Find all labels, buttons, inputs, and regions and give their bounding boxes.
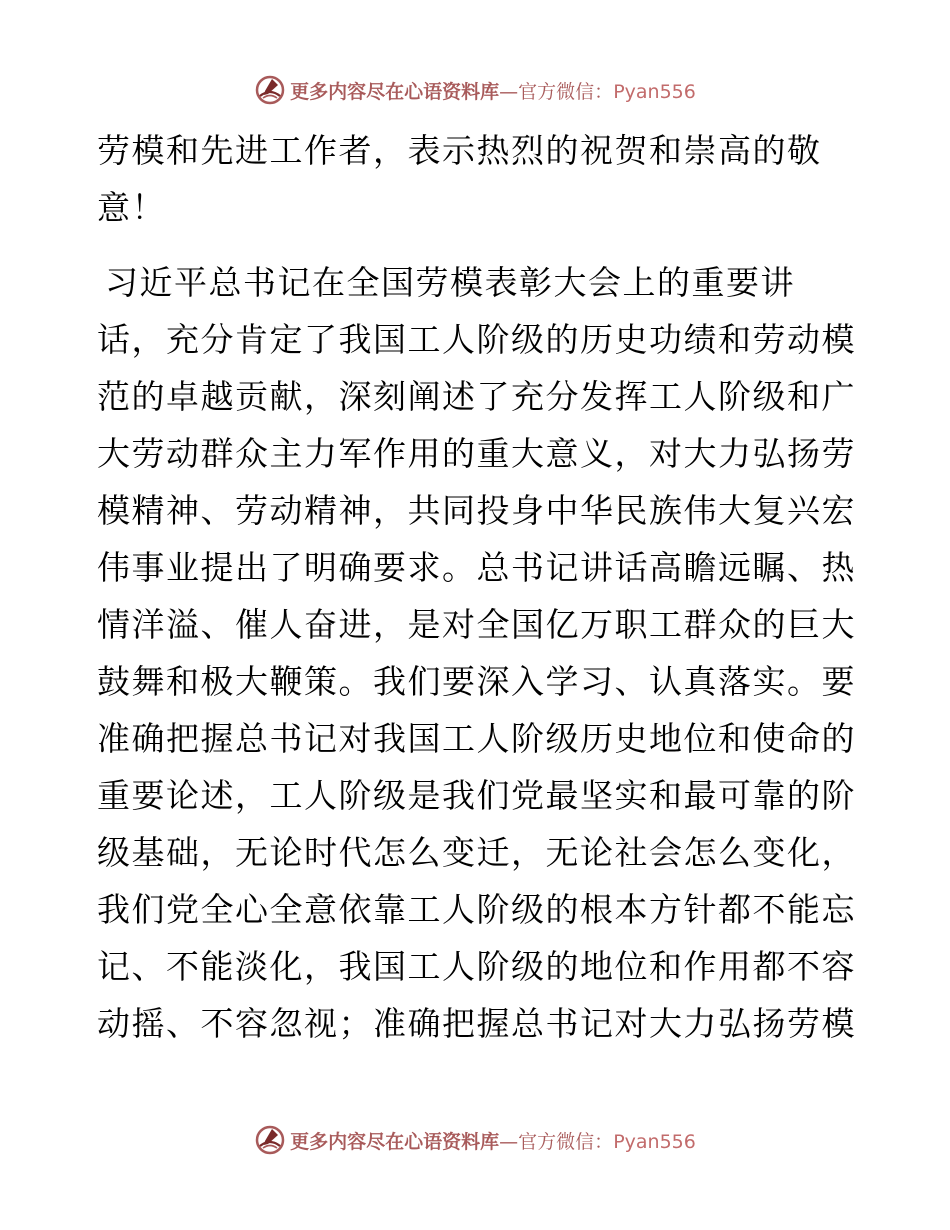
text-line: 范的卓越贡献，深刻阐述了充分发挥工人阶级和广: [97, 377, 856, 416]
header-separator: —: [499, 80, 519, 103]
text-line: 情洋溢、催人奋进，是对全国亿万职工群众的巨大: [97, 605, 856, 644]
footer-banner-text: [290, 1127, 696, 1154]
header-wechat-label: 官方微信：: [518, 80, 614, 103]
footer-separator: —: [499, 1130, 519, 1153]
header-wechat-id: Pyan556: [613, 80, 696, 103]
text-line: 话，充分肯定了我国工人阶级的历史功绩和劳动模: [97, 320, 856, 359]
header-banner-text: [290, 77, 696, 104]
paragraph-gap: [97, 236, 857, 254]
text-line: 级基础，无论时代怎么变迁，无论社会怎么变化，: [97, 833, 856, 872]
book-pen-logo-icon: [254, 74, 286, 106]
footer-banner: [0, 1120, 950, 1160]
footer-site-name: 更多内容尽在心语资料库: [290, 1130, 500, 1153]
text-line: 习近平总书记在全国劳模表彰大会上的重要讲: [105, 263, 795, 302]
text-line: 劳模和先进工作者，表示热烈的祝贺和崇高的敬: [97, 131, 822, 170]
text-line: 鼓舞和极大鞭策。我们要深入学习、认真落实。要: [97, 662, 856, 701]
text-line: 大劳动群众主力军作用的重大意义，对大力弘扬劳: [97, 434, 856, 473]
document-body: [97, 122, 857, 1052]
header-banner: [0, 70, 950, 110]
book-pen-logo-icon: [254, 1124, 286, 1156]
text-line: 我们党全心全意依靠工人阶级的根本方针都不能忘: [97, 890, 856, 929]
header-site-name: 更多内容尽在心语资料库: [290, 80, 500, 103]
text-line: 伟事业提出了明确要求。总书记讲话高瞻远瞩、热: [97, 548, 856, 587]
text-line: 模精神、劳动精神，共同投身中华民族伟大复兴宏: [97, 491, 856, 530]
text-line: 记、不能淡化，我国工人阶级的地位和作用都不容: [97, 947, 856, 986]
text-line: 动摇、不容忽视；准确把握总书记对大力弘扬劳模: [97, 1004, 856, 1043]
paragraph-1: [97, 122, 857, 236]
text-line: 重要论述，工人阶级是我们党最坚实和最可靠的阶: [97, 776, 856, 815]
text-line: 意！: [97, 188, 166, 227]
footer-wechat-id: Pyan556: [613, 1130, 696, 1153]
footer-wechat-label: 官方微信：: [518, 1130, 614, 1153]
text-line: 准确把握总书记对我国工人阶级历史地位和使命的: [97, 719, 856, 758]
paragraph-2: [97, 254, 857, 1052]
